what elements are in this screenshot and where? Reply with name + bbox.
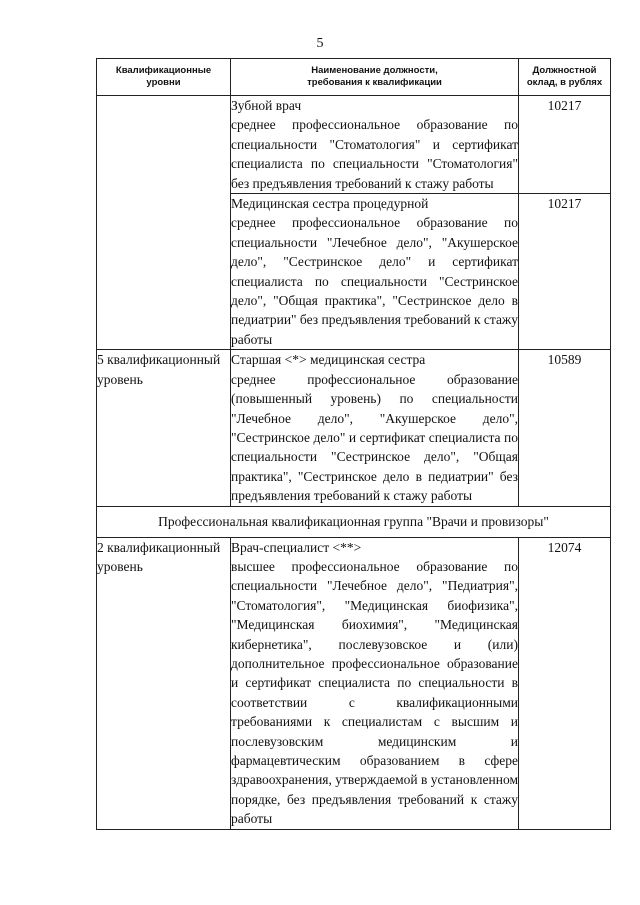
table-row [97,96,611,194]
position-cell [231,194,519,350]
position-requirements: высшее профессиональное образование по специальности "Лечебное дело", "Педиатрия", "Стоматология", "Медицинская биофизика", "Медицинская биохимия", "Медицинская кибернетика", послевузовское и (или) дополнительное профессиональное образование и сертификат специалиста по специальности в соответствии с квалификационными требованиями к специалистам с высшим и послевузовским медицинским и фармацевтическим образованием в сфере здравоохранения, утверждаемой в установленном порядке, без предъявления требований к стажу работы [231,558,518,827]
group-heading: Профессиональная квалификационная группа "Врачи и провизоры" [97,506,611,537]
level-cell: 2 квалификационный уровень [97,537,231,829]
position-title: Врач-специалист <**> [231,539,362,555]
group-row [97,506,611,537]
position-title: Старшая <*> медицинская сестра [231,352,426,368]
header-col2-line2: требования к квалификации [307,77,442,88]
header-position-requirements [231,59,519,96]
position-requirements: среднее профессиональное образование (повышенный уровень) по специальности "Лечебное дело", "Акушерское дело", "Сестринское дело" и сертификат специалиста по специальности "Сестринское дело", "Общая практика", "Сестринское дело в педиатрии" без предъявления требований к стажу работы [231,371,518,504]
header-qualification-levels: Квалификационные уровни [97,59,231,96]
position-cell [231,537,519,829]
qualification-table [96,58,611,830]
level-cell [97,96,231,350]
level-cell: 5 квалификационный уровень [97,350,231,506]
header-salary [519,59,611,96]
salary-cell: 10217 [519,96,611,194]
salary-cell: 12074 [519,537,611,829]
position-cell [231,96,519,194]
position-title: Медицинская сестра процедурной [231,196,429,212]
header-col2-line1: Наименование должности, [311,65,438,76]
position-requirements: среднее профессиональное образование по специальности "Лечебное дело", "Акушерское дело", "Сестринское дело" и сертификат специалиста по специальности "Сестринское дело", "Общая практика", "Сестринское дело в педиатрии" без предъявления требований к стажу работы [231,215,519,347]
salary-cell: 10589 [519,350,611,506]
page-number: 5 [316,36,324,51]
table-row [97,537,611,829]
table-row [97,350,611,506]
table-header-row [97,59,611,96]
header-col3-line2: оклад, в рублях [526,77,603,88]
header-col3-line1: Должностной [532,65,597,76]
position-cell [231,350,519,506]
position-title: Зубной врач [231,98,302,113]
salary-cell: 10217 [519,194,611,350]
position-requirements: среднее профессиональное образование по специальности "Стоматология" и сертификат специалиста по специальности "Стоматология" без предъявления требований к стажу работы [231,117,518,191]
